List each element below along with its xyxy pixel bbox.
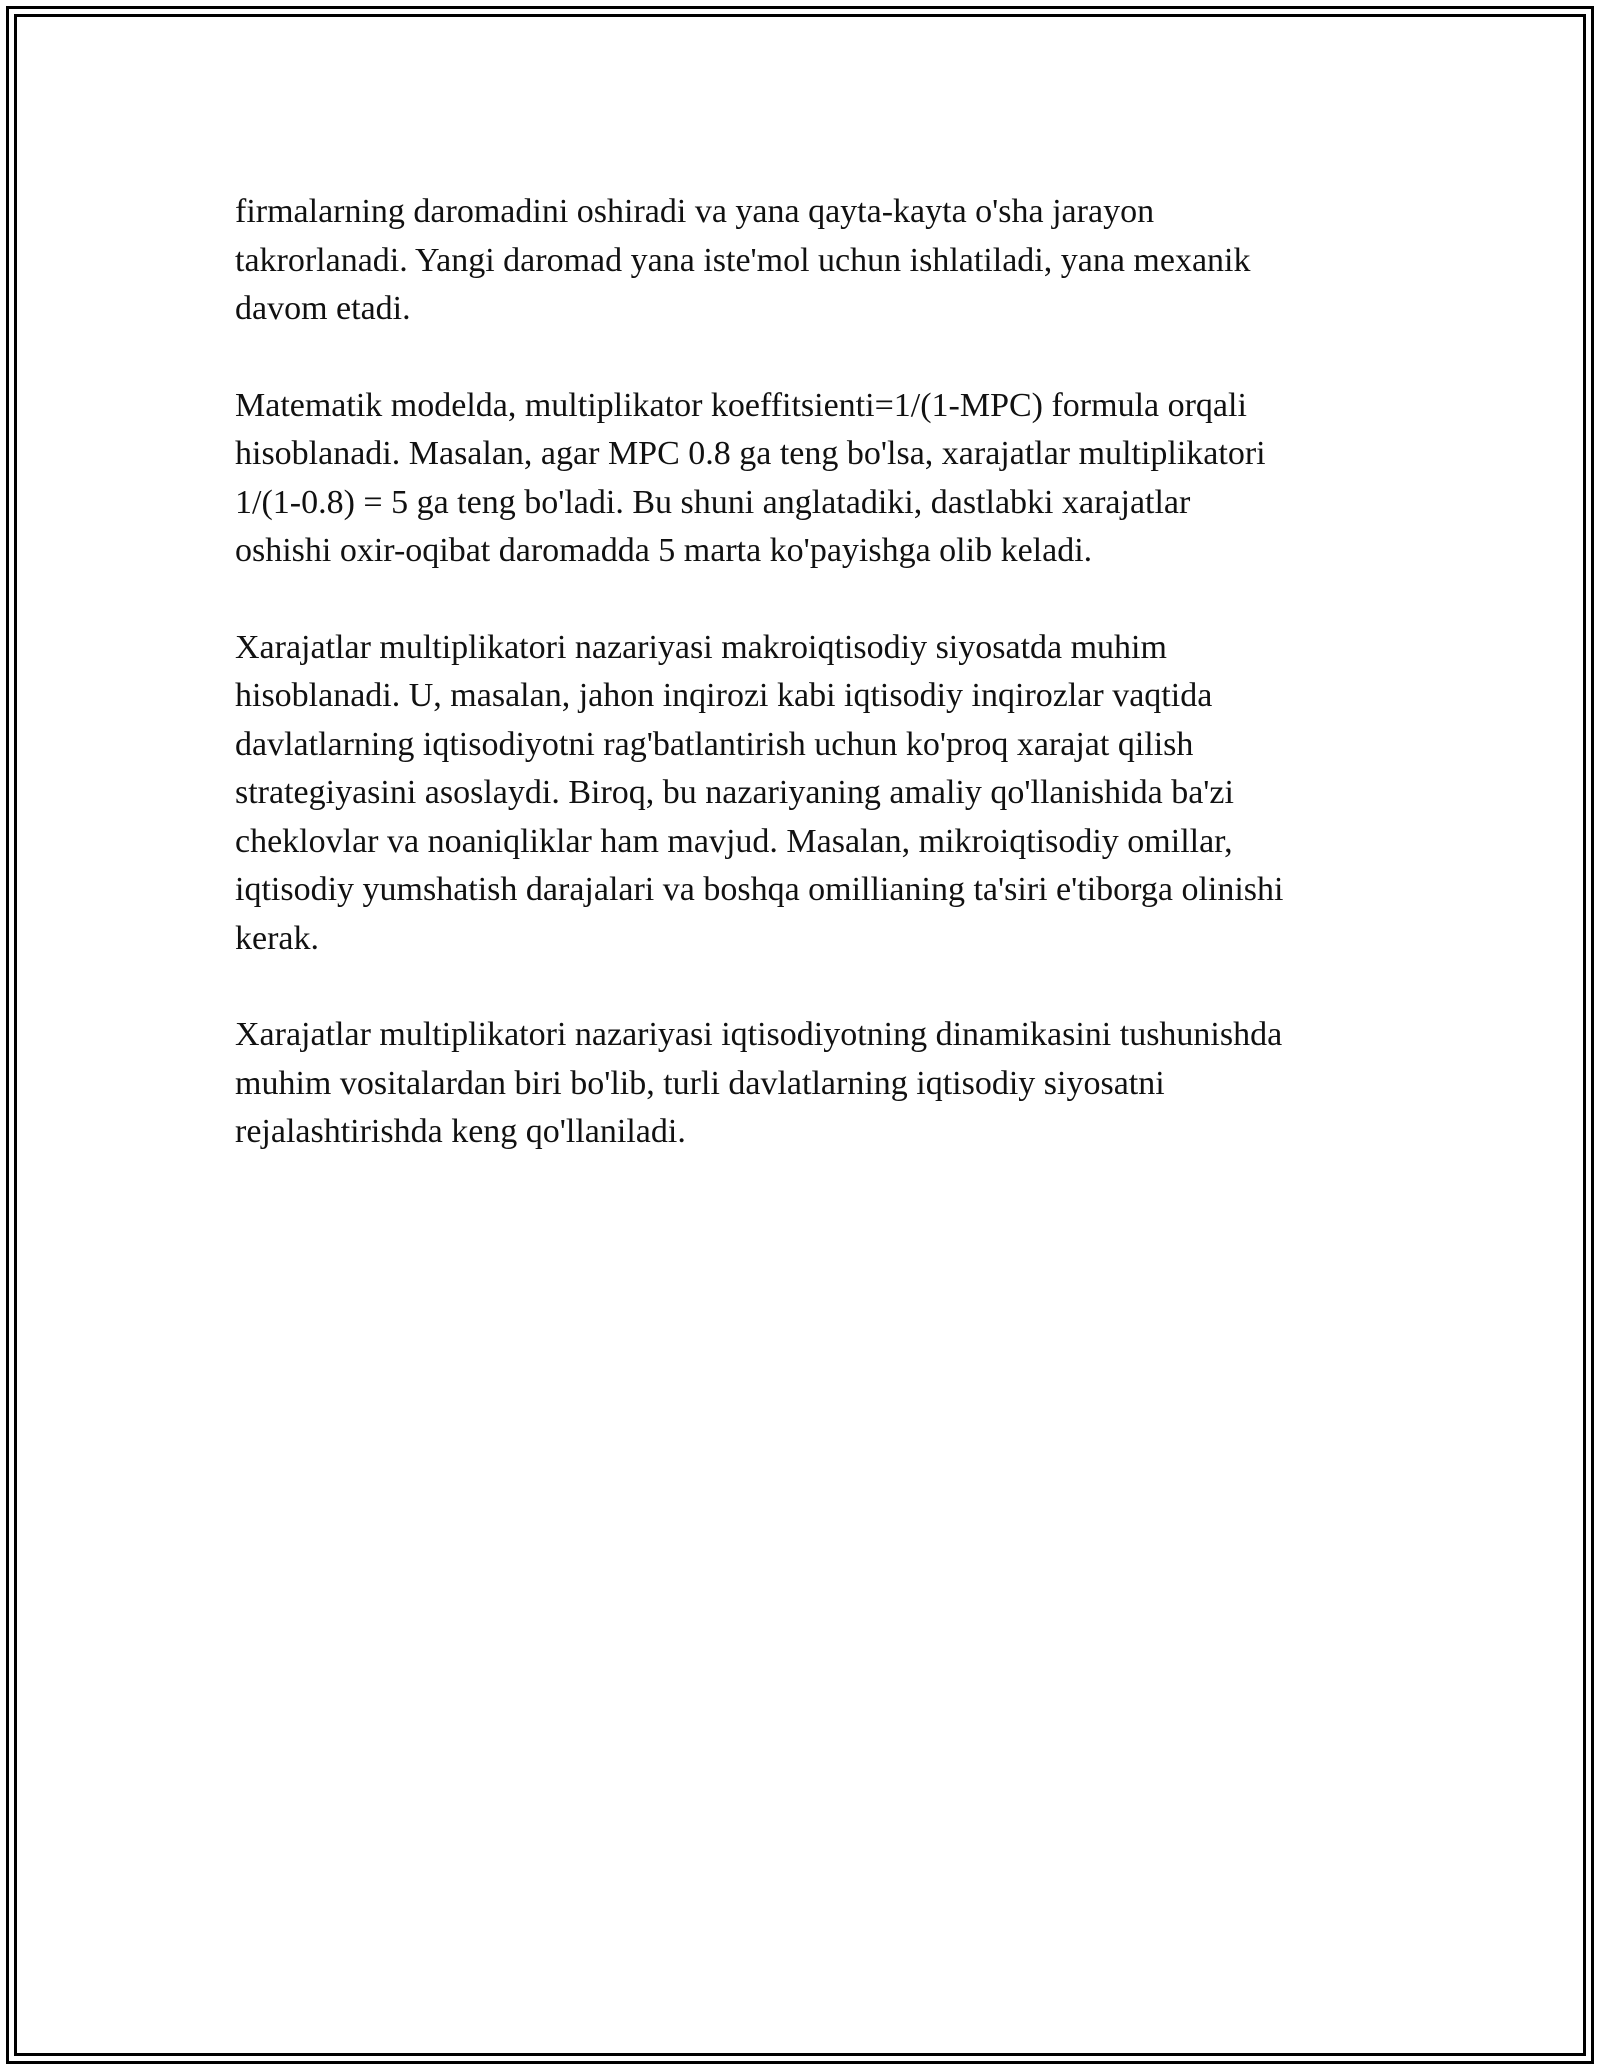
text-line: strategiyasini asoslaydi. Biroq, bu nazariyaning amaliy qo'llanishida ba'zi xyxy=(235,774,1234,811)
paragraph-3 xyxy=(235,624,1375,964)
paragraph-2 xyxy=(235,382,1375,576)
document-body xyxy=(235,188,1375,1205)
text-line: Xarajatlar multiplikatori nazariyasi iqtisodiyotning dinamikasini tushunishda xyxy=(235,1016,1283,1053)
text-line: Xarajatlar multiplikatori nazariyasi makroiqtisodiy siyosatda muhim xyxy=(235,628,1167,666)
text-line: davom etadi. xyxy=(235,290,411,327)
text-line: 1/(1-0.8) = 5 ga teng bo'ladi. Bu shuni anglatadiki, dastlabki xarajatlar xyxy=(235,483,1191,521)
text-line: takrorlanadi. Yangi daromad yana iste'mol uchun ishlatiladi, yana mexanik xyxy=(235,241,1251,279)
text-line: kerak. xyxy=(235,919,320,957)
text-line: Matematik modelda, multiplikator koeffitsienti=1/(1-MPC) formula orqali xyxy=(235,386,1247,424)
text-line: firmalarning daromadini oshiradi va yana qayta-kayta o'sha jarayon xyxy=(235,193,1155,230)
text-line: iqtisodiy yumshatish darajalari va boshqa omillianing ta'siri e'tiborga olinishi xyxy=(235,871,1284,908)
text-line: cheklovlar va noaniqliklar ham mavjud. Masalan, mikroiqtisodiy omillar, xyxy=(235,822,1233,860)
text-line: muhim vositalardan biri bo'lib, turli davlatlarning iqtisodiy siyosatni xyxy=(235,1064,1165,1102)
paragraph-4 xyxy=(235,1011,1375,1157)
text-line: rejalashtirishda keng qo'llaniladi. xyxy=(235,1113,686,1150)
text-line: hisoblanadi. U, masalan, jahon inqirozi kabi iqtisodiy inqirozlar vaqtida xyxy=(235,677,1213,714)
paragraph-1 xyxy=(235,188,1375,334)
text-line: oshishi oxir-oqibat daromadda 5 marta ko'payishga olib keladi. xyxy=(235,532,1093,569)
text-line: hisoblanadi. Masalan, agar MPC 0.8 ga teng bo'lsa, xarajatlar multiplikatori xyxy=(235,435,1266,472)
text-line: davlatlarning iqtisodiyotni rag'batlantirish uchun ko'proq xarajat qilish xyxy=(235,725,1194,763)
